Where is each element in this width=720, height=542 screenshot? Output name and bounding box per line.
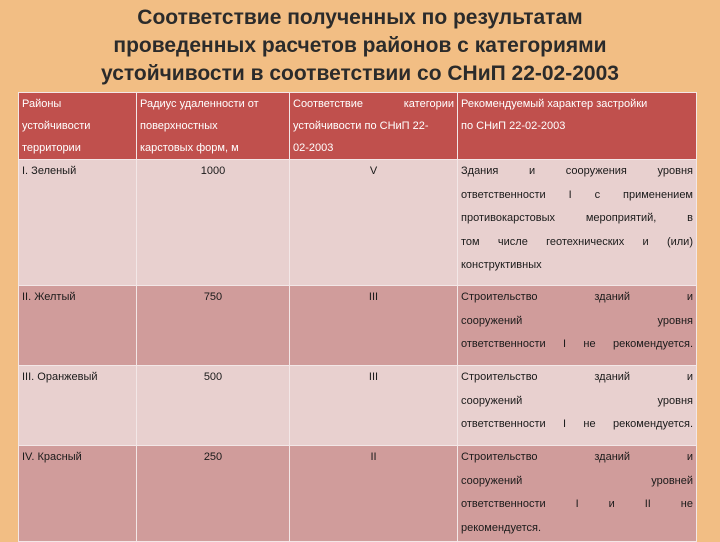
header-text: устойчивости по СНиП 22-	[293, 120, 429, 132]
recommendation-line: Строительство зданий и	[461, 371, 693, 383]
cell-district	[19, 160, 137, 286]
cell-category	[290, 446, 458, 542]
header-text: поверхностных	[140, 120, 218, 132]
table-row	[19, 366, 697, 446]
recommendation-line: ответственности I не рекомендуется.	[461, 418, 693, 430]
recommendation-line: ответственности I не рекомендуется.	[461, 338, 693, 350]
district-label: II. Желтый	[22, 291, 76, 303]
title-line-2: проведенных расчетов районов с категориями	[113, 34, 607, 57]
recommendation-line: том числе геотехнических и (или)	[461, 235, 693, 248]
cell-category	[290, 160, 458, 286]
header-text: Радиус удаленности от	[140, 98, 259, 110]
category-value: III	[368, 291, 379, 303]
recommendation-line: противокарстовых мероприятий, в	[461, 212, 693, 224]
title-line-1: Соответствие полученных по результатам	[137, 6, 583, 29]
header-radius	[137, 93, 290, 160]
district-label: IV. Красный	[22, 451, 82, 463]
table-header-row	[19, 93, 697, 160]
header-text: устойчивости	[22, 120, 91, 132]
district-label: III. Оранжевый	[22, 371, 98, 383]
cell-radius	[137, 446, 290, 542]
header-recommendation	[458, 93, 697, 160]
cell-district	[19, 286, 137, 366]
table-row	[19, 446, 697, 542]
radius-value: 1000	[200, 165, 226, 177]
page-title	[0, 4, 720, 88]
cell-radius	[137, 366, 290, 446]
header-text: Рекомендуемый характер застройки	[461, 98, 648, 110]
recommendation-line: конструктивных	[461, 259, 542, 271]
cell-category	[290, 286, 458, 366]
cell-recommendation	[458, 160, 697, 286]
title-line-3: устойчивости в соответствии со СНиП 22-02-2003	[101, 62, 619, 85]
recommendation-line: сооружений уровней	[461, 474, 693, 487]
category-value: II	[370, 451, 377, 463]
cell-category	[290, 366, 458, 446]
recommendation-line: Строительство зданий и	[461, 291, 693, 303]
cell-district	[19, 366, 137, 446]
cell-radius	[137, 160, 290, 286]
stability-table	[18, 92, 697, 542]
recommendation-line: Здания и сооружения уровня	[461, 165, 693, 177]
header-text: Районы	[22, 98, 62, 110]
recommendation-line: ответственности I и II не	[461, 498, 693, 510]
cell-radius	[137, 286, 290, 366]
header-text: 02-2003	[293, 142, 334, 154]
radius-value: 500	[203, 371, 223, 383]
header-category	[290, 93, 458, 160]
recommendation-line: сооружений уровня	[461, 314, 693, 327]
cell-recommendation	[458, 286, 697, 366]
recommendation-line: рекомендуется.	[461, 521, 542, 534]
radius-value: 750	[203, 291, 223, 303]
header-text: по СНиП 22-02-2003	[461, 120, 566, 132]
table-row	[19, 286, 697, 366]
cell-recommendation	[458, 366, 697, 446]
table-row	[19, 160, 697, 286]
header-districts	[19, 93, 137, 160]
category-value: III	[368, 371, 379, 383]
radius-value: 250	[203, 451, 223, 463]
header-text: карстовых форм, м	[140, 142, 239, 154]
recommendation-line: сооружений уровня	[461, 394, 693, 407]
header-text: Соответствие категории	[293, 98, 454, 110]
recommendation-line: Строительство зданий и	[461, 451, 693, 463]
cell-district	[19, 446, 137, 542]
district-label: I. Зеленый	[22, 165, 77, 177]
cell-recommendation	[458, 446, 697, 542]
category-value: V	[369, 165, 378, 177]
header-text: территории	[22, 142, 81, 154]
recommendation-line: ответственности I с применением	[461, 188, 693, 201]
